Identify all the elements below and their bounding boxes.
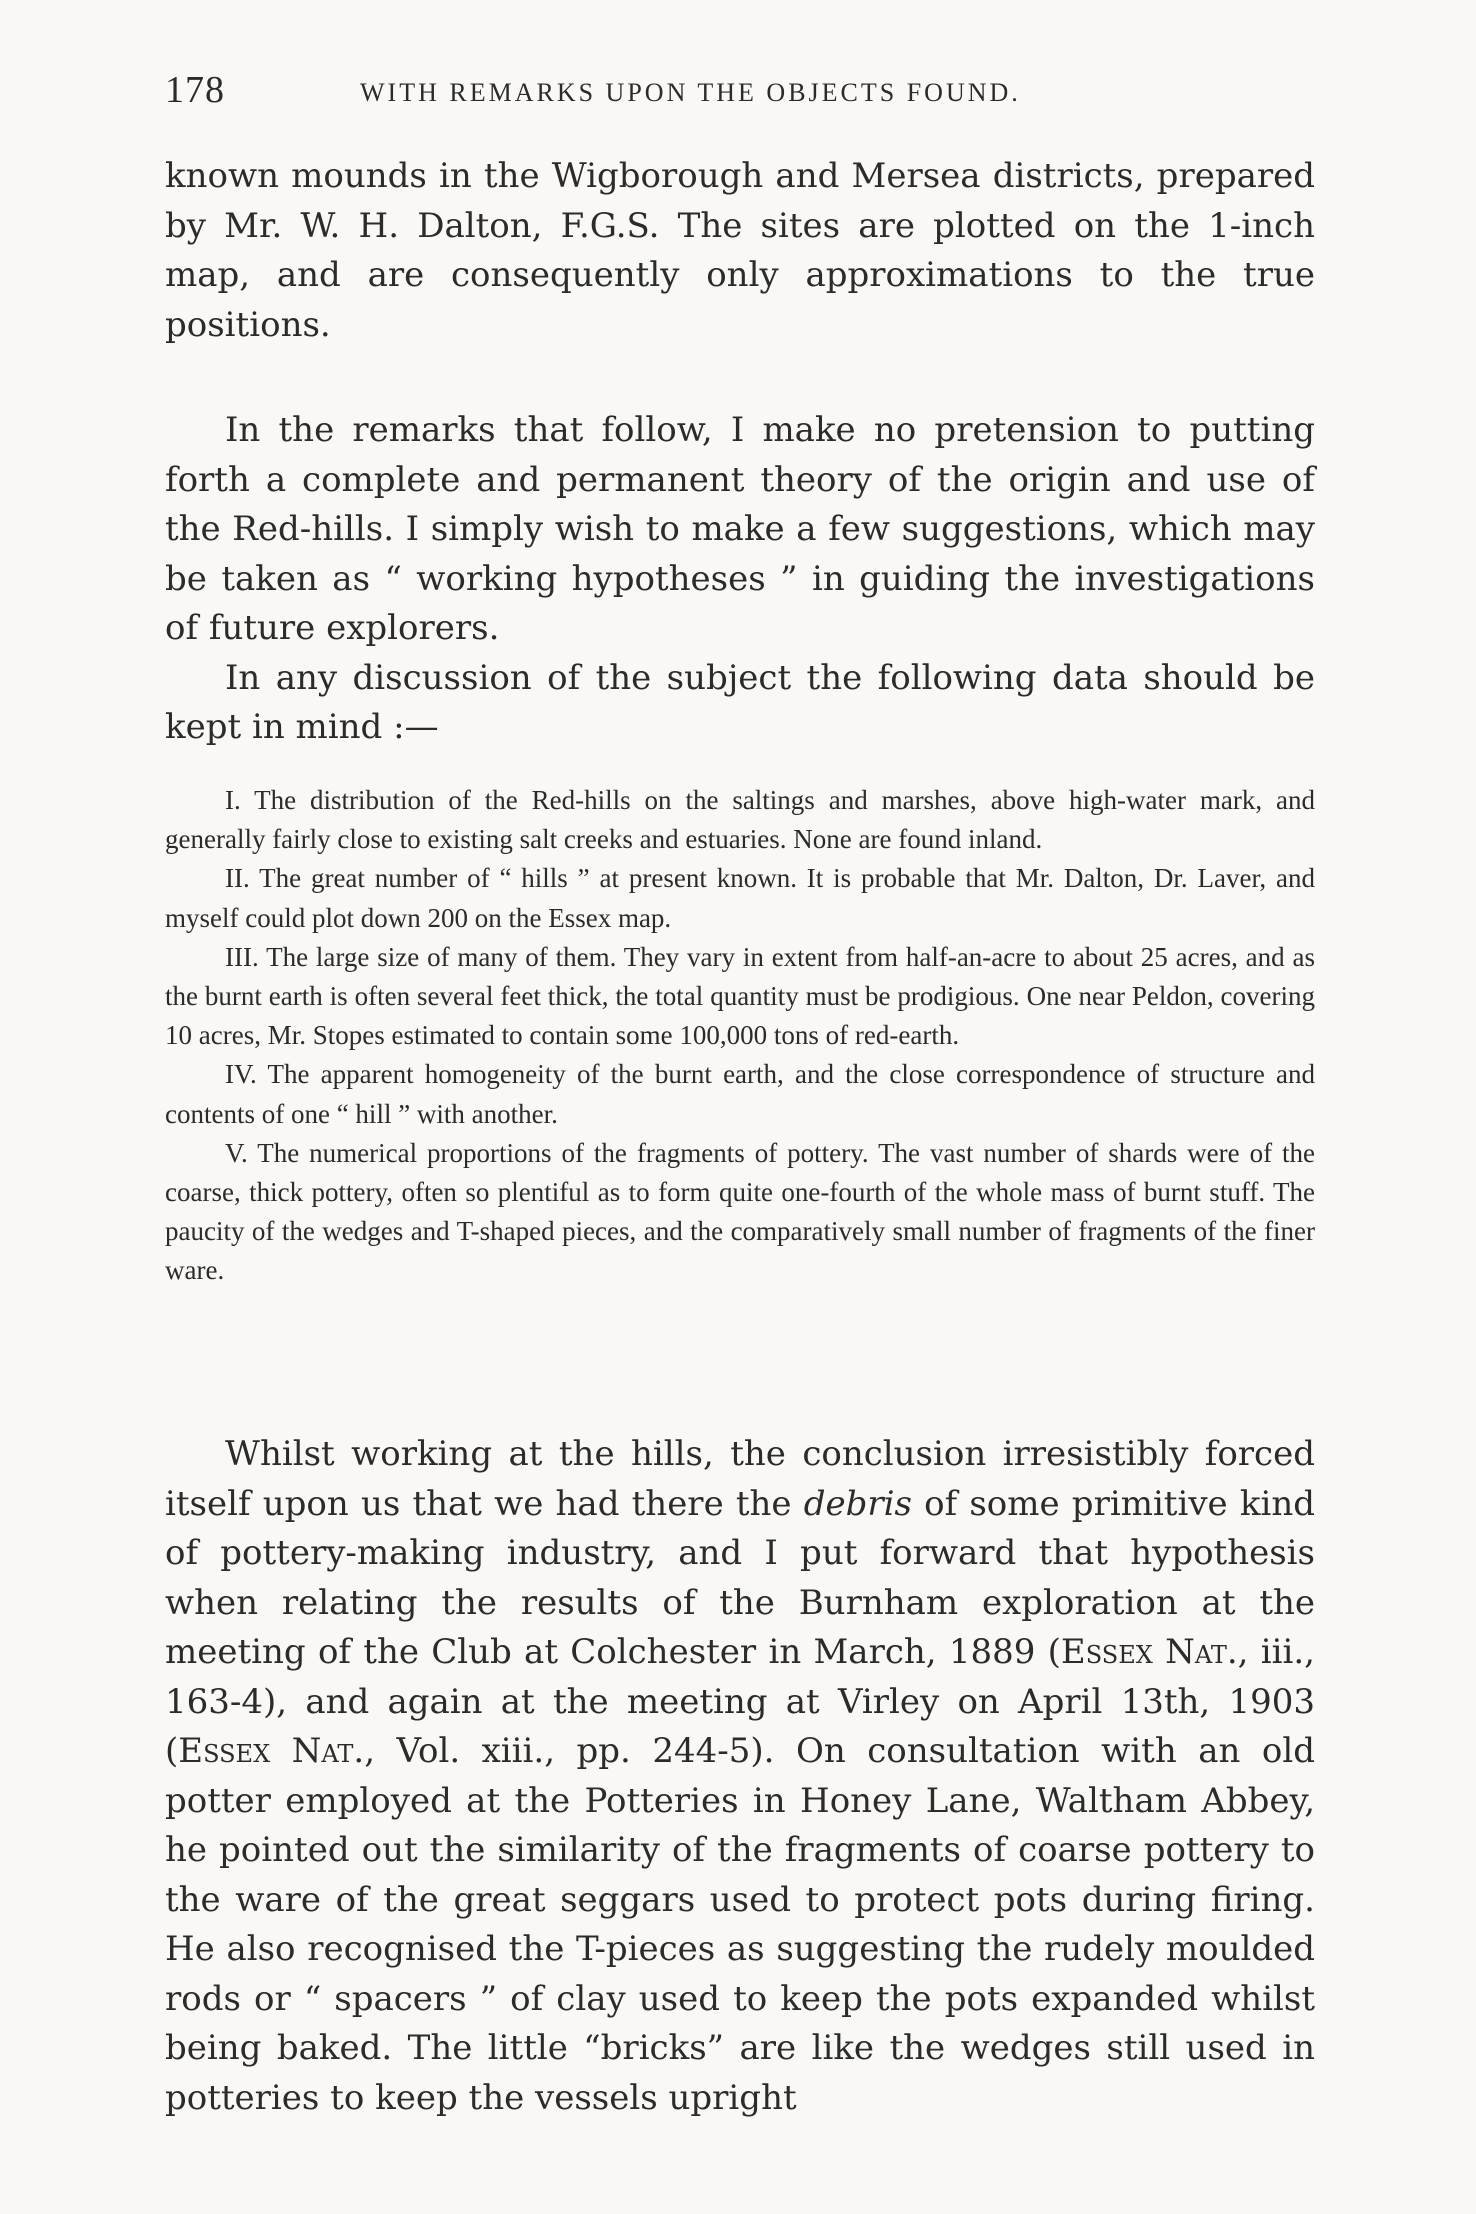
data-item-numeral: II.	[225, 863, 250, 894]
intro-paragraph	[165, 152, 1315, 350]
data-item-text: The large size of many of them. They vary in extent from half-an-acre to about 25 acres, and as the burnt earth is often several feet thick, the total quantity must be prodigious. One near Peldon, covering 10 acres, Mr. Stopes estimated to contain some 100,000 tons of red-earth.	[165, 941, 1315, 1051]
data-item-1	[165, 781, 1315, 859]
data-item-3	[165, 938, 1315, 1056]
data-item-numeral: III.	[225, 941, 259, 972]
closing-text	[165, 1430, 1315, 2123]
data-item-text: The great number of “ hills ” at present known. It is probable that Mr. Dalton, Dr. Laver, and myself could plot down 200 on the Essex map.	[165, 863, 1315, 933]
intro-text: known mounds in the Wigborough and Mersea districts, prepared by Mr. W. H. Dalton, F.G.S. The sites are plotted on the 1-inch map, and are consequently only approximations to the true positions.	[165, 156, 1315, 345]
data-item-numeral: V.	[225, 1137, 248, 1168]
essex-nat-citation: Essex Nat.	[178, 1731, 365, 1771]
data-item-text: The numerical proportions of the fragments of pottery. The vast number of shards were of the coarse, thick pottery, often so plentiful as to form quite one-fourth of the whole mass of burnt stuff. The paucity of the wedges and T-shaped pieces, and the comparatively small number of fragments of the finer ware.	[165, 1137, 1315, 1286]
remarks-section	[165, 406, 1315, 753]
essex-nat-citation: Essex Nat.	[1060, 1632, 1238, 1672]
data-item-5	[165, 1134, 1315, 1291]
closing-text-part: of some primitive kind of pottery-making industry, and I put forward that hypothesis when relating the results of the Burnham exploration at the meeting of the Club at Colchester in March, 1889 (	[165, 1483, 1315, 1672]
remarks-paragraph-2: In any discussion of the subject the following data should be kept in mind :—	[165, 657, 1315, 747]
closing-text-part: , iii., 163-4), and again at the meeting at Virley on April 13th, 1903 (	[165, 1632, 1315, 1771]
debris-italic: debris	[803, 1483, 912, 1524]
data-item-text: The apparent homogeneity of the burnt earth, and the close correspondence of structure and contents of one “ hill ” with another.	[165, 1059, 1315, 1129]
data-item-text: The distribution of the Red-hills on the saltings and marshes, above high-water mark, and generally fairly close to existing salt creeks and estuaries. None are found inland.	[165, 785, 1315, 855]
data-list	[165, 781, 1315, 1291]
closing-text-part: Whilst working at the hills, the conclusion irresistibly forced itself upon us that we had there the	[165, 1434, 1315, 1524]
closing-text-part: , Vol. xiii., pp. 244-5). On consultation with an old potter employed at the Potteries in Honey Lane, Waltham Abbey, he pointed out the similarity of the fragments of coarse pottery to the ware of the great seggars used to protect pots during firing. He also recognised the T-pieces as suggesting the rudely moulded rods or “ spacers ” of clay used to keep the pots expanded whilst being baked. The little “bricks” are like the wedges still used in potteries to keep the vessels upright	[165, 1731, 1315, 2118]
running-title: WITH REMARKS UPON THE OBJECTS FOUND.	[360, 78, 1021, 107]
remarks-paragraph-1: In the remarks that follow, I make no pretension to putting forth a complete and permanent theory of the origin and use of the Red-hills. I simply wish to make a few suggestions, which may be taken as “ working hypotheses ” in guiding the investigations of future explorers.	[165, 410, 1315, 648]
data-item-numeral: I.	[225, 785, 241, 815]
data-item-numeral: IV.	[225, 1059, 257, 1090]
closing-paragraph	[165, 1430, 1315, 2123]
running-head	[165, 68, 1315, 116]
data-item-4	[165, 1055, 1315, 1133]
page-number: 178	[165, 69, 225, 111]
data-item-2	[165, 859, 1315, 937]
